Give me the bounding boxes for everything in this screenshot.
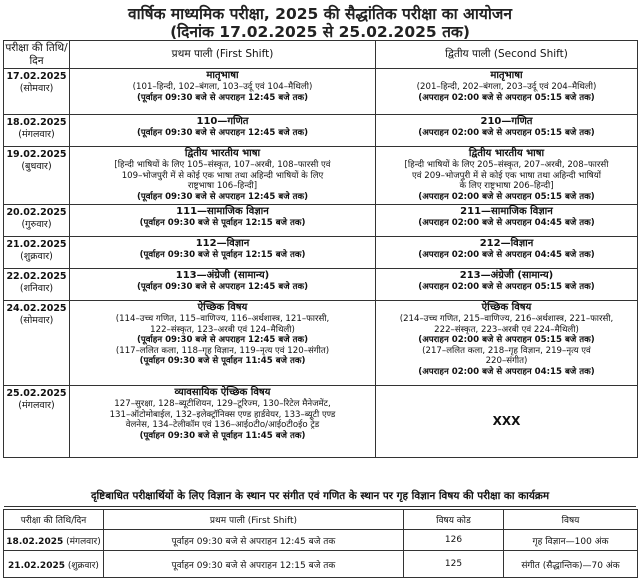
- first-shift-cell: [70, 69, 376, 115]
- blind-row: [4, 551, 638, 578]
- blind-day: (शुक्रवार): [67, 560, 99, 571]
- exam-date: 17.02.2025: [6, 71, 67, 82]
- exam-time: (अपराहन 02:00 बजे से अपराहन 05:15 बजे तक): [418, 128, 595, 138]
- subject-name: द्वितीय भारतीय भाषा: [184, 148, 261, 159]
- first-shift-cell: [70, 115, 376, 147]
- exam-time: (पूर्वाहन 09:30 बजे से अपराहन 12:45 बजे तक): [136, 191, 309, 202]
- subject-name: मातृभाषा: [490, 70, 523, 81]
- first-shift-cell: [70, 205, 376, 237]
- date-cell: [4, 69, 70, 115]
- blind-header-row: [4, 510, 638, 530]
- first-shift-cell: [70, 386, 376, 458]
- second-shift-cell: [376, 147, 638, 205]
- table-row: [4, 115, 638, 147]
- blind-header-shift: प्रथम पाली (First Shift): [104, 510, 404, 530]
- subject-detail: [हिन्दी भाषियों के लिए 105–संस्कृत, 107–अरबी, 108–फारसी एवं: [114, 160, 331, 170]
- exam-date: 18.02.2025: [6, 117, 67, 128]
- exam-time: (पूर्वाहन 09:30 बजे से अपराहन 12:45 बजे तक): [136, 128, 309, 138]
- header-first-shift: प्रथम पाली (First Shift): [70, 41, 376, 69]
- subject-name: 212—विज्ञान: [479, 238, 534, 249]
- subject-name: मातृभाषा: [206, 70, 239, 81]
- blind-subject: संगीत (सैद्धान्तिक)—70 अंक: [504, 551, 638, 578]
- table-row: [4, 205, 638, 237]
- exam-time: (पूर्वाहन 09:30 बजे से अपराहन 12:45 बजे तक): [136, 92, 309, 103]
- blind-header-subject: विषय: [504, 510, 638, 530]
- subject-name: 210—गणित: [480, 116, 533, 127]
- subject-detail: 122–संस्कृत, 123–अरबी एवं 124–मैथिली): [150, 324, 295, 335]
- exam-date: 21.02.2025: [6, 239, 67, 250]
- exam-time: (अपराहन 02:00 बजे से अपराहन 04:45 बजे तक): [418, 250, 595, 260]
- subject-detail: (214–उच्च गणित, 215–वाणिज्य, 216–अर्थशास्त्र, 221–फारसी,: [399, 314, 614, 324]
- subject-name: 213—अंग्रेजी (सामान्य): [459, 270, 554, 281]
- header-second-shift: द्वितीय पाली (Second Shift): [376, 41, 638, 69]
- exam-schedule-table: [3, 40, 638, 458]
- exam-time: (पूर्वाहन 09:30 बजे से पूर्वाहन 12:15 बजे तक): [139, 250, 306, 260]
- table-row: [4, 237, 638, 269]
- table-header-row: [4, 41, 638, 69]
- subject-detail: 127–सुरक्षा, 128–ब्यूटीशियन, 129–टूरिज्म, 130–रिटेल मैनेजमेंट,: [114, 399, 331, 409]
- second-shift-cell: [376, 269, 638, 301]
- exam-day: (बुधवार): [21, 161, 52, 172]
- subject-name: 211—सामाजिक विज्ञान: [460, 206, 553, 217]
- date-cell: [4, 386, 70, 458]
- date-cell: [4, 205, 70, 237]
- blind-day: (मंगलवार): [66, 536, 101, 547]
- subject-name: 113—अंग्रेजी (सामान्य): [175, 270, 270, 281]
- date-cell: [4, 115, 70, 147]
- subject-name: ऐच्छिक विषय: [481, 302, 532, 313]
- first-shift-cell: [70, 237, 376, 269]
- exam-day: (सोमवार): [19, 315, 54, 326]
- subject-detail: वेलनेस, 134–टेलीकॉम एवं 136–आईoटीo/आईoटीoईo ट्रेड: [125, 420, 320, 431]
- subject-detail: (217–ललित कला, 218–गृह विज्ञान, 219–नृत्य एवं: [422, 345, 591, 356]
- blind-code: 125: [404, 551, 504, 578]
- blind-date-cell: [4, 551, 104, 578]
- blind-row: [4, 530, 638, 551]
- exam-time: (अपराहन 02:00 बजे से अपराहन 05:15 बजे तक): [418, 92, 595, 103]
- subject-name: द्वितीय भारतीय भाषा: [468, 148, 545, 159]
- exam-time: (पूर्वाहन 09:30 बजे से अपराहन 12:45 बजे तक): [136, 282, 309, 292]
- page-title: वार्षिक माध्यमिक परीक्षा, 2025 की सैद्धांतिक परीक्षा का आयोजन: [128, 5, 512, 23]
- subject-detail: राष्ट्रभाषा 106–हिन्दी]: [187, 181, 258, 192]
- subject-detail: (201–हिन्दी, 202–बंगला, 203–उर्दू एवं 204–मैथिली): [416, 82, 597, 92]
- blind-time: पूर्वाहन 09:30 बजे से अपराहन 12:45 बजे तक: [104, 530, 404, 551]
- first-shift-cell: [70, 269, 376, 301]
- exam-time: (पूर्वाहन 09:30 बजे से अपराहन 12:45 बजे तक): [136, 335, 309, 346]
- header-date: परीक्षा की तिथि/दिन: [5, 41, 68, 67]
- table-row: [4, 269, 638, 301]
- second-shift-cell: [376, 205, 638, 237]
- second-shift-cell: [376, 115, 638, 147]
- second-shift-cell: [376, 237, 638, 269]
- subject-detail: (117–ललित कला, 118–गृह विज्ञान, 119–नृत्य एवं 120–संगीत): [115, 345, 330, 356]
- exam-day: (मंगलवार): [18, 400, 55, 411]
- subject-detail: (101–हिन्दी, 102–बंगला, 103–उर्दू एवं 104–मैथिली): [132, 82, 313, 92]
- subject-name: ऐच्छिक विषय: [197, 302, 248, 313]
- exam-day: (शनिवार): [19, 283, 54, 294]
- exam-day: (शुक्रवार): [20, 251, 53, 262]
- no-exam-mark: XXX: [492, 414, 521, 428]
- exam-time: (अपराहन 02:00 बजे से अपराहन 05:15 बजे तक): [418, 335, 595, 346]
- exam-date: 24.02.2025: [6, 303, 67, 314]
- second-shift-cell: [376, 301, 638, 386]
- subject-detail: के लिए राष्ट्रभाषा 206–हिन्दी]: [459, 181, 554, 192]
- exam-time: (पूर्वाहन 09:30 बजे से पूर्वाहन 11:45 बजे तक): [139, 430, 306, 441]
- table-row: [4, 69, 638, 115]
- subject-detail: 220–संगीत): [485, 356, 528, 367]
- first-shift-cell: [70, 147, 376, 205]
- blind-schedule-title: दृष्टिबाधित परीक्षार्थियों के लिए विज्ञान के स्थान पर संगीत एवं गणित के स्थान पर गृह विज्ञान विषय की परीक्षा का कार्यक्रम: [4, 489, 636, 507]
- exam-date: 20.02.2025: [6, 207, 67, 218]
- table-row: [4, 386, 638, 458]
- blind-time: पूर्वाहन 09:30 बजे से अपराहन 12:15 बजे तक: [104, 551, 404, 578]
- subject-name: 112—विज्ञान: [195, 238, 250, 249]
- exam-day: (मंगलवार): [18, 129, 55, 140]
- exam-day: (गुरुवार): [21, 219, 52, 230]
- table-row: [4, 301, 638, 386]
- exam-time: (अपराहन 02:00 बजे से अपराहन 04:15 बजे तक): [418, 366, 595, 377]
- page-subtitle: (दिनांक 17.02.2025 से 25.02.2025 तक): [170, 23, 470, 41]
- subject-detail: 109–भोजपुरी में से कोई एक भाषा तथा अहिन्दी भाषियों के लिए: [121, 170, 324, 181]
- second-shift-cell: [376, 69, 638, 115]
- blind-subject: गृह विज्ञान—100 अंक: [504, 530, 638, 551]
- blind-date: 21.02.2025: [8, 560, 65, 571]
- exam-time: (अपराहन 02:00 बजे से अपराहन 04:45 बजे तक): [418, 218, 595, 228]
- first-shift-cell: [70, 301, 376, 386]
- subject-name: व्यावसायिक ऐच्छिक विषय: [174, 387, 271, 398]
- date-cell: [4, 269, 70, 301]
- date-cell: [4, 237, 70, 269]
- subject-name: 110—गणित: [196, 116, 249, 127]
- blind-schedule-table: [3, 509, 638, 578]
- second-shift-cell: [376, 386, 638, 458]
- exam-date: 22.02.2025: [6, 271, 67, 282]
- exam-time: (पूर्वाहन 09:30 बजे से पूर्वाहन 12:15 बजे तक): [139, 218, 306, 228]
- subject-detail: 222–संस्कृत, 223–अरबी एवं 224–मैथिली): [434, 324, 579, 335]
- subject-detail: (114–उच्च गणित, 115–वाणिज्य, 116–अर्थशास्त्र, 121–फारसी,: [115, 314, 330, 324]
- blind-header-date: परीक्षा की तिथि/दिन: [4, 510, 104, 530]
- subject-detail: 131–ऑटोमोबाईल, 132–इलेक्ट्रॉनिक्स एण्ड हार्डवेयर, 133–ब्यूटी एण्ड: [109, 409, 336, 420]
- blind-date-cell: [4, 530, 104, 551]
- exam-time: (अपराहन 02:00 बजे से अपराहन 05:15 बजे तक): [418, 282, 595, 292]
- date-cell: [4, 147, 70, 205]
- subject-name: 111—सामाजिक विज्ञान: [176, 206, 269, 217]
- blind-code: 126: [404, 530, 504, 551]
- table-row: [4, 147, 638, 205]
- blind-date: 18.02.2025: [6, 536, 64, 547]
- exam-date: 19.02.2025: [6, 149, 67, 160]
- exam-time: (अपराहन 02:00 बजे से अपराहन 05:15 बजे तक): [418, 191, 595, 202]
- date-cell: [4, 301, 70, 386]
- subject-detail: [हिन्दी भाषियों के लिए 205–संस्कृत, 207–अरबी, 208–फारसी: [404, 160, 609, 170]
- exam-day: (सोमवार): [19, 83, 54, 94]
- blind-header-code: विषय कोड: [404, 510, 504, 530]
- exam-time: (पूर्वाहन 09:30 बजे से पूर्वाहन 11:45 बजे तक): [139, 356, 306, 367]
- exam-date: 25.02.2025: [6, 388, 67, 399]
- subject-detail: एवं 209–भोजपुरी में से कोई एक भाषा तथा अहिन्दी भाषियों: [412, 170, 601, 181]
